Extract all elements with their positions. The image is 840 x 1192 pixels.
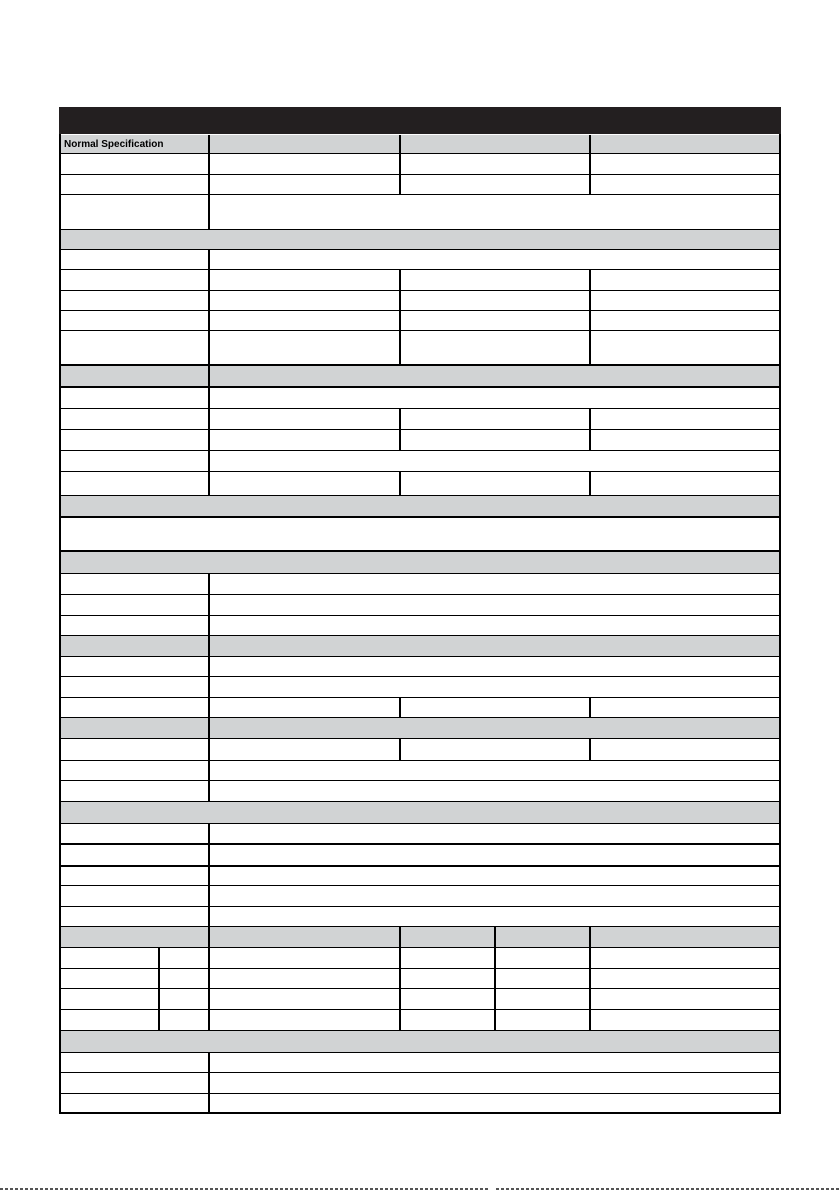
section-band [61,552,779,573]
section-band [61,365,779,386]
row-divider [61,249,779,250]
column-divider [589,135,591,194]
footer-dashed-strip [0,1186,840,1192]
row-divider [61,471,779,472]
row-divider [61,550,779,552]
row-divider [61,1009,779,1010]
row-divider [61,516,779,518]
column-divider [208,135,210,230]
row-divider [61,697,779,698]
column-divider [589,697,591,717]
row-divider [61,450,779,451]
section-band [61,496,779,516]
footer-dash-left [0,1188,488,1190]
column-divider [399,927,401,1031]
row-divider [61,330,779,331]
row-divider [61,1072,779,1073]
row-divider [61,153,779,154]
row-divider [61,885,779,886]
row-divider [61,1030,779,1031]
column-divider [494,927,496,1031]
row-divider [61,926,779,927]
specification-table [59,107,781,1114]
row-divider [61,229,779,230]
column-divider [399,408,401,450]
row-divider [61,843,779,845]
row-divider [61,717,779,718]
row-divider [61,1093,779,1094]
row-divider [61,656,779,657]
row-divider [61,635,779,636]
section-band [61,636,779,656]
column-divider [589,269,591,365]
row-divider [61,194,779,195]
row-divider [61,364,779,366]
row-divider [61,594,779,595]
row-divider [61,947,779,948]
column-divider [208,1052,210,1112]
column-divider [399,697,401,717]
row-divider [61,1052,779,1053]
row-divider [61,865,779,867]
row-divider [61,174,779,175]
row-divider [61,495,779,496]
row-divider [61,429,779,430]
column-divider [399,471,401,496]
row-divider [61,988,779,989]
section-band [61,802,779,823]
section-band [61,717,779,738]
row-divider [61,386,779,388]
row-divider [61,968,779,969]
column-divider [399,738,401,760]
footer-dash-right [496,1188,840,1190]
section-band [61,927,779,947]
section-band [61,230,779,249]
row-divider [61,760,779,761]
column-divider [399,135,401,194]
column-divider [208,823,210,1031]
row-divider [61,269,779,270]
row-divider [61,676,779,677]
row-divider [61,801,779,802]
row-divider [61,310,779,311]
row-divider [61,408,779,409]
row-divider [61,906,779,907]
row-divider [61,738,779,739]
column-divider [589,927,591,1031]
column-divider [589,471,591,496]
row-divider [61,615,779,616]
row-divider [61,290,779,291]
column-divider [589,738,591,760]
column-divider [399,269,401,365]
column-divider [158,947,160,1031]
table-title-bar [59,107,781,134]
column-divider [589,408,591,450]
row-divider [61,823,779,824]
section-band [61,1031,779,1052]
row-divider [61,780,779,781]
column-divider [208,249,210,496]
section-band [61,135,779,153]
normal-specification-label: Normal Specification [64,139,164,150]
column-divider [208,573,210,802]
row-divider [61,573,779,574]
